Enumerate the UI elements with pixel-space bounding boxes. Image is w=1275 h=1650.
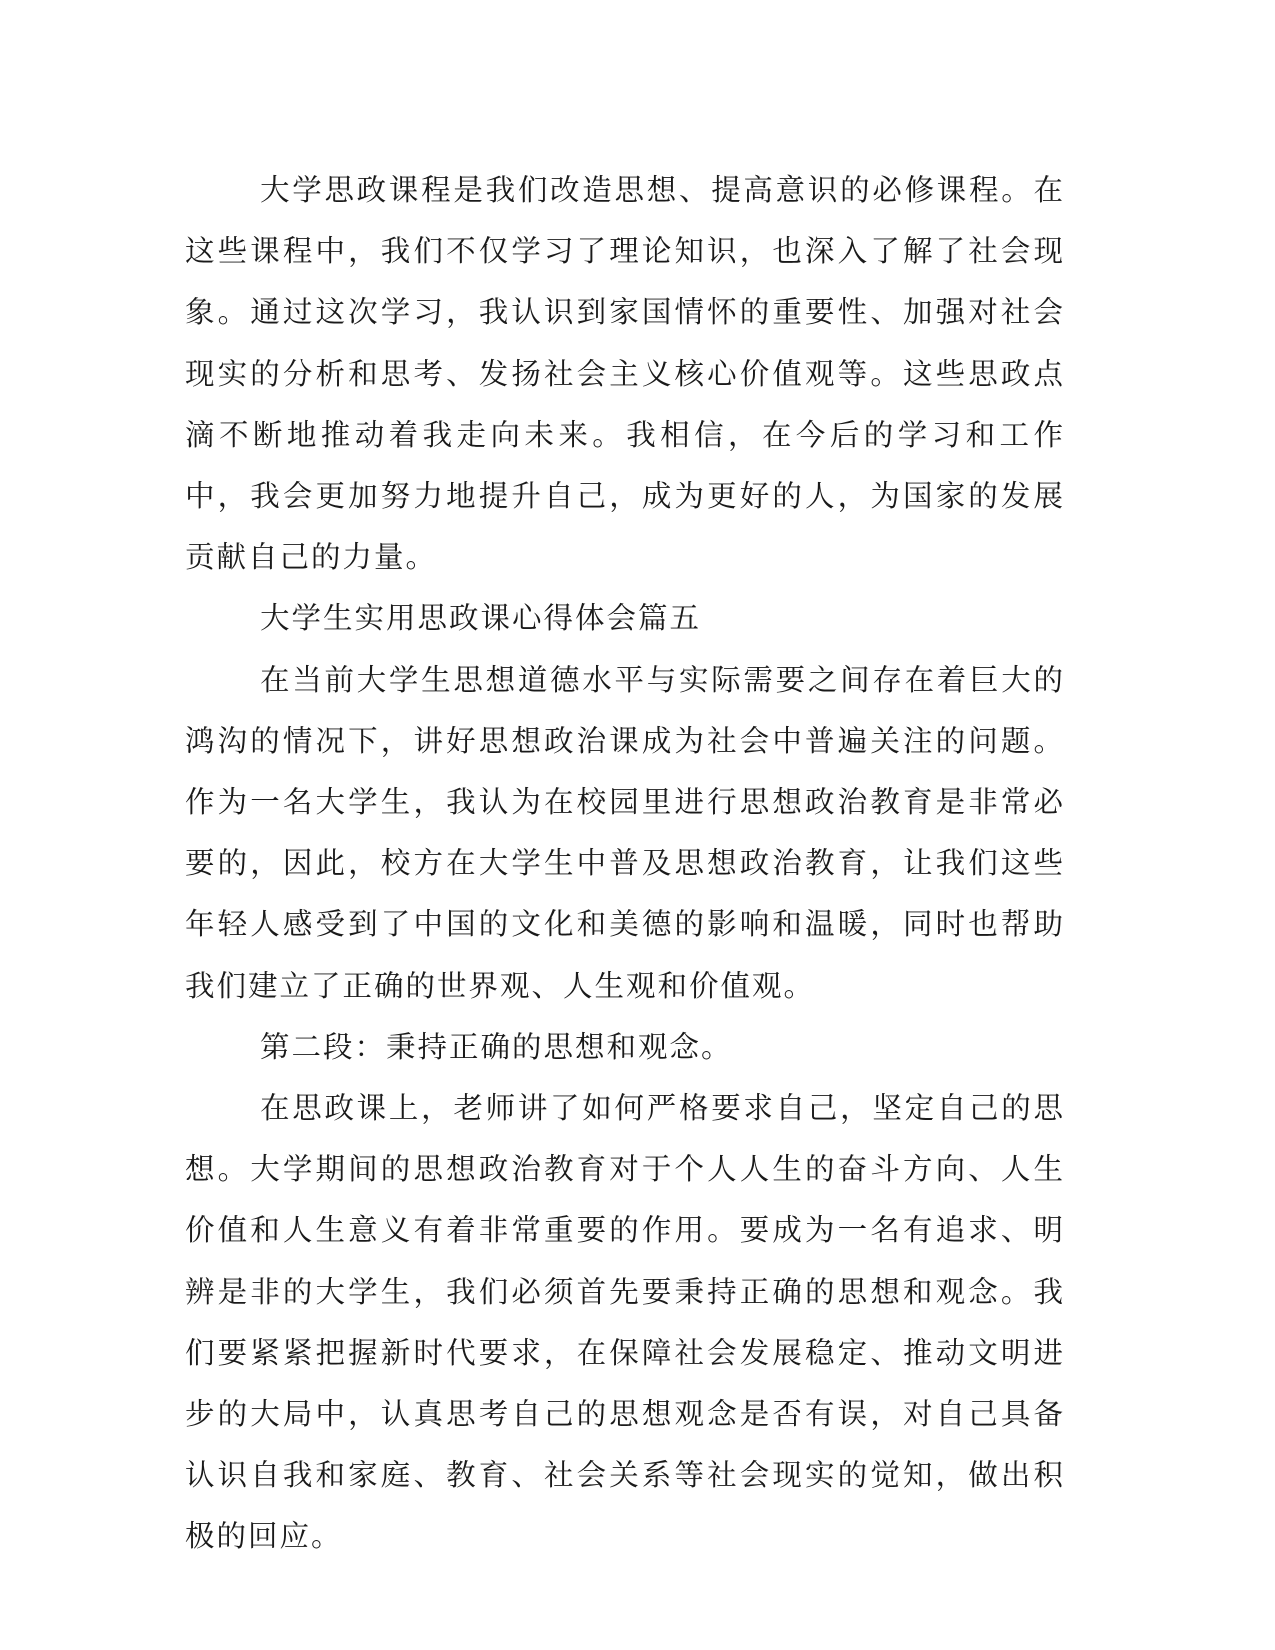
paragraph-context: 在当前大学生思想道德水平与实际需要之间存在着巨大的鸿沟的情况下，讲好思想政治课成为社会中普遍关注的问题。作为一名大学生，我认为在校园里进行思想政治教育是非常必要的，因此，校方在大学生中普及思想政治教育，让我们这些年轻人感受到了中国的文化和美德的影响和温暖，同时也帮助我们建立了正确的世界观、人生观和价值观。 (185, 662, 1065, 1003)
subsection-heading: 第二段：秉持正确的思想和观念。 (260, 1029, 733, 1064)
document-body (185, 160, 1065, 1568)
section-heading: 大学生实用思政课心得体会篇五 (260, 601, 702, 636)
paragraph-body: 在思政课上，老师讲了如何严格要求自己，坚定自己的思想。大学期间的思想政治教育对于个人人生的奋斗方向、人生价值和人生意义有着非常重要的作用。要成为一名有追求、明辨是非的大学生，我们必须首先要秉持正确的思想和观念。我们要紧紧把握新时代要求，在保障社会发展稳定、推动文明进步的大局中，认真思考自己的思想观念是否有误，对自己具备认识自我和家庭、教育、社会关系等社会现实的觉知，做出积极的回应。 (185, 1091, 1065, 1554)
paragraph-intro: 大学思政课程是我们改造思想、提高意识的必修课程。在这些课程中，我们不仅学习了理论知识，也深入了解了社会现象。通过这次学习，我认识到家国情怀的重要性、加强对社会现实的分析和思考、发扬社会主义核心价值观等。这些思政点滴不断地推动着我走向未来。我相信，在今后的学习和工作中，我会更加努力地提升自己，成为更好的人，为国家的发展贡献自己的力量。 (185, 173, 1065, 575)
